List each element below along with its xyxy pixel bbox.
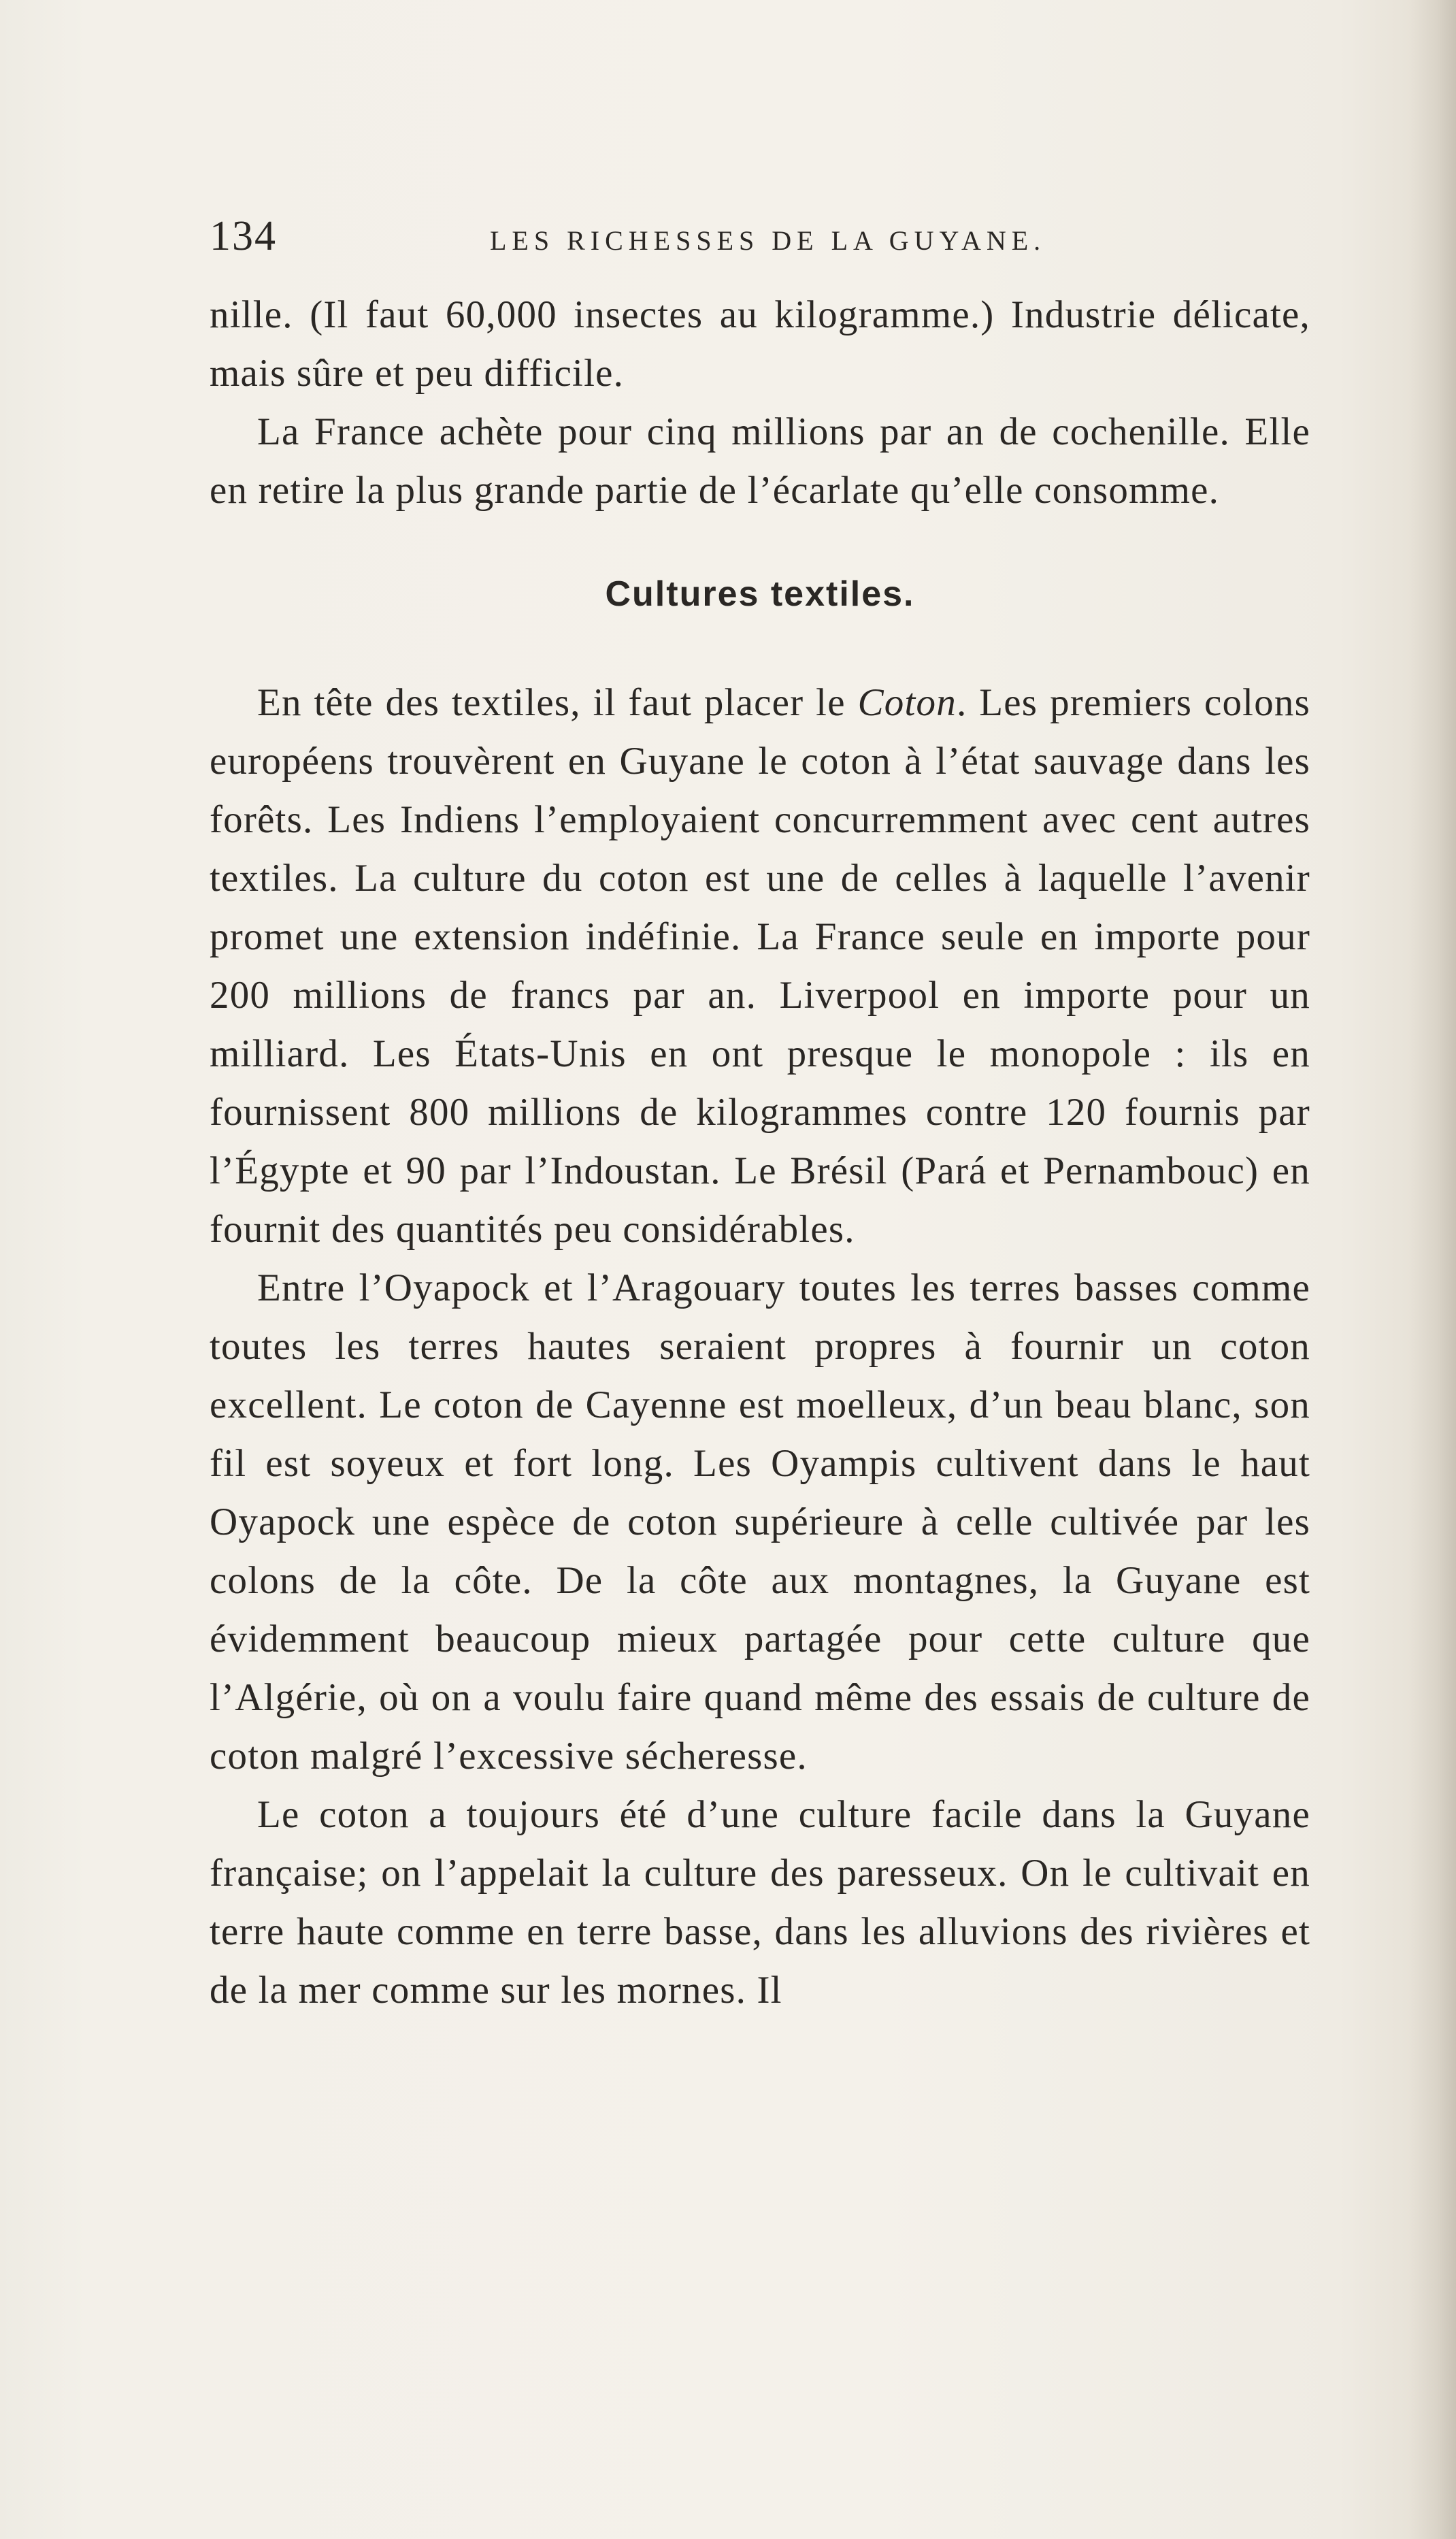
page-number: 134 (210, 213, 277, 259)
paragraph-text-after: . Les premiers colons européens trouvèrent en Guyane le coton à l’état sauvage dans les forêts. Les Indiens l’employaient concurremment avec cent autres textiles. La culture du coton est une de celles à laquelle l’avenir promet une extension indéfinie. La France seule en importe pour 200 millions de francs par an. Liverpool en importe pour un milliard. Les États-Unis en ont presque le monopole : ils en fournissent 800 millions de kilogrammes contre 120 fournis par l’Égypte et 90 par l’Indoustan. Le Brésil (Pará et Pernambouc) en fournit des quantités peu considérables. (210, 681, 1310, 1251)
running-title: LES RICHESSES DE LA GUYANE. (490, 225, 1046, 256)
italic-term-coton: Coton (857, 681, 957, 724)
paragraph-cochenille: La France achète pour cinq millions par an de cochenille. Elle en retire la plus grande partie de l’écarlate qu’elle consomme. (210, 410, 1310, 512)
page-header (210, 212, 1332, 267)
paragraph-continued: nille. (Il faut 60,000 insectes au kilogramme.) Industrie délicate, mais sûre et peu difficile. (210, 293, 1310, 395)
paragraph-text-before: En tête des textiles, il faut placer le (257, 681, 858, 724)
paragraph-oyapock: Entre l’Oyapock et l’Aragouary toutes les terres basses comme toutes les terres hautes seraient propres à fournir un coton excellent. Le coton de Cayenne est moelleux, d’un beau blanc, son fil est soyeux et fort long. Les Oyampis cultivent dans le haut Oyapock une espèce de coton supérieure à celle cultivée par les colons de la côte. De la côte aux montagnes, la Guyane est évidemment beaucoup mieux partagée pour cette culture que l’Algérie, où on a voulu faire quand même des essais de culture de coton malgré l’excessive sécheresse. (210, 1266, 1310, 1778)
section-heading: Cultures textiles. (605, 574, 915, 614)
paragraph-coton-intro (210, 674, 1310, 1259)
body-text (210, 286, 1310, 2020)
page-gutter-shadow (1408, 0, 1456, 2539)
paragraph-culture-facile: Le coton a toujours été d’une culture facile dans la Guyane française; on l’appelait la culture des paresseux. On le cultivait en terre haute comme en terre basse, dans les alluvions des rivières et de la mer comme sur les mornes. Il (210, 1793, 1310, 2012)
